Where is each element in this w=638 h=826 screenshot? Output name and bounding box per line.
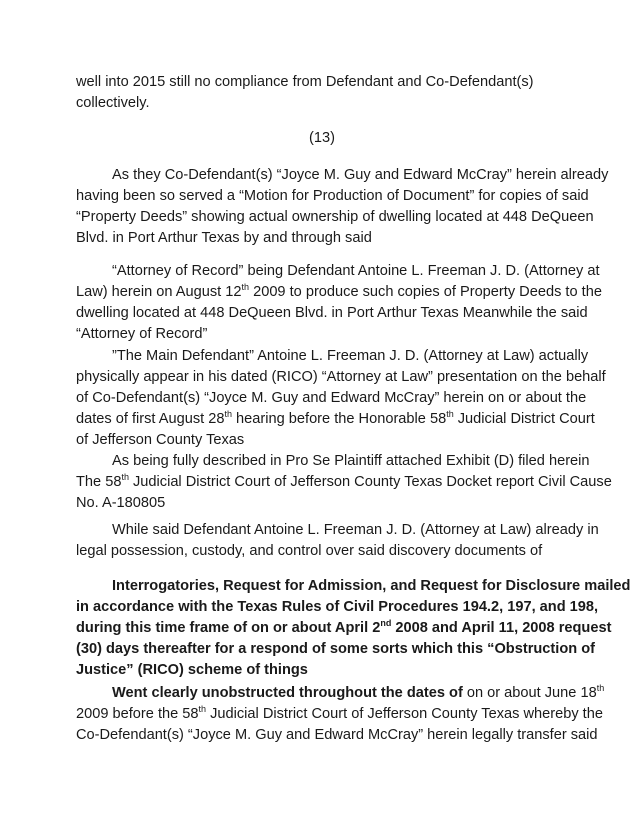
- text-line: [76, 409, 595, 430]
- text-line: [76, 618, 612, 639]
- page-number-label: (13): [309, 130, 335, 146]
- paragraph-6-bold: [76, 576, 631, 681]
- superscript: th: [224, 409, 232, 419]
- text-run: The 58: [76, 474, 122, 490]
- text-line: [76, 660, 568, 681]
- text-run: 2009 to produce such copies of Property Deeds to the: [249, 284, 602, 300]
- text-run: Law) herein on August 12: [76, 284, 242, 300]
- text-line: As they Co-Defendant(s) “Joyce M. Guy and Edward McCray” herein already: [112, 167, 609, 183]
- text-line: [76, 282, 602, 303]
- text-run: hearing before the Honorable 58: [231, 411, 447, 427]
- text-line: [76, 704, 603, 725]
- text-line: having been so served a “Motion for Production of Document” for copies of said: [76, 188, 589, 204]
- text-line: While said Defendant Antoine L. Freeman J. D. (Attorney at Law) already in: [112, 522, 599, 538]
- superscript: nd: [380, 618, 392, 628]
- text-line: ”The Main Defendant” Antoine L. Freeman J. D. (Attorney at Law) actually: [112, 348, 589, 364]
- bold-run: Justice” (RICO) scheme of things: [76, 662, 308, 678]
- paragraph-7: [76, 683, 605, 746]
- paragraph-3: [76, 346, 606, 451]
- text-line: [76, 597, 599, 618]
- bold-run: [76, 620, 611, 636]
- text-run: during this time frame of on or about April 2: [76, 620, 381, 636]
- text-line: Blvd. in Port Arthur Texas by and through said: [76, 230, 372, 246]
- text-line: [76, 639, 595, 660]
- text-line: legal possession, custody, and control over said discovery documents of: [76, 543, 543, 559]
- bold-run: in accordance with the Texas Rules of Civil Procedures 194.2, 197, and 198,: [76, 599, 599, 615]
- text-line: [76, 683, 605, 704]
- text-line: [76, 576, 631, 597]
- text-line: No. A-180805: [76, 495, 166, 511]
- paragraph-4: [76, 451, 612, 514]
- superscript: th: [121, 472, 129, 482]
- bold-run: Interrogatories, Request for Admission, and Request for Disclosure mailed: [112, 578, 631, 594]
- paragraph-2: [76, 261, 602, 345]
- text-line: [76, 472, 612, 493]
- paragraph-continuation: [76, 72, 568, 114]
- text-run: 2008 and April 11, 2008 request: [391, 620, 612, 636]
- text-run: 2009 before the 58: [76, 706, 199, 722]
- bold-run: Went clearly unobstructed throughout the dates of: [112, 685, 463, 701]
- paragraph-1: [76, 165, 609, 249]
- text-line: Co-Defendant(s) “Joyce M. Guy and Edward McCray” herein legally transfer said: [76, 727, 598, 743]
- text-line: As being fully described in Pro Se Plaintiff attached Exhibit (D) filed herein: [112, 453, 590, 469]
- superscript: th: [198, 704, 207, 714]
- superscript: th: [596, 683, 605, 693]
- text-line: well into 2015 still no compliance from Defendant and Co-Defendant(s): [76, 74, 534, 90]
- text-run: Judicial District Court of Jefferson County Texas whereby the: [206, 706, 603, 722]
- text-run: dates of first August 28: [76, 411, 225, 427]
- text-line: of Co-Defendant(s) “Joyce M. Guy and Edward McCray” herein on or about the: [76, 390, 587, 406]
- text-run: on or about June 18: [462, 685, 597, 701]
- text-line: dwelling located at 448 DeQueen Blvd. in Port Arthur Texas Meanwhile the said: [76, 305, 588, 321]
- text-run: Judicial District Court: [453, 411, 595, 427]
- text-run: Judicial District Court of Jefferson County Texas Docket report Civil Cause: [128, 474, 612, 490]
- text-line: of Jefferson County Texas: [76, 432, 245, 448]
- text-line: physically appear in his dated (RICO) “Attorney at Law” presentation on the behalf: [76, 369, 606, 385]
- superscript: th: [241, 282, 250, 292]
- text-line: “Property Deeds” showing actual ownership of dwelling located at 448 DeQueen: [76, 209, 594, 225]
- bold-run: (30) days thereafter for a respond of some sorts which this “Obstruction of: [76, 641, 595, 657]
- page-number: [76, 128, 568, 149]
- text-line: collectively.: [76, 95, 150, 111]
- paragraph-5: [76, 520, 599, 562]
- text-line: “Attorney of Record”: [76, 326, 208, 342]
- text-line: “Attorney of Record” being Defendant Antoine L. Freeman J. D. (Attorney at: [112, 263, 600, 279]
- superscript: th: [446, 409, 454, 419]
